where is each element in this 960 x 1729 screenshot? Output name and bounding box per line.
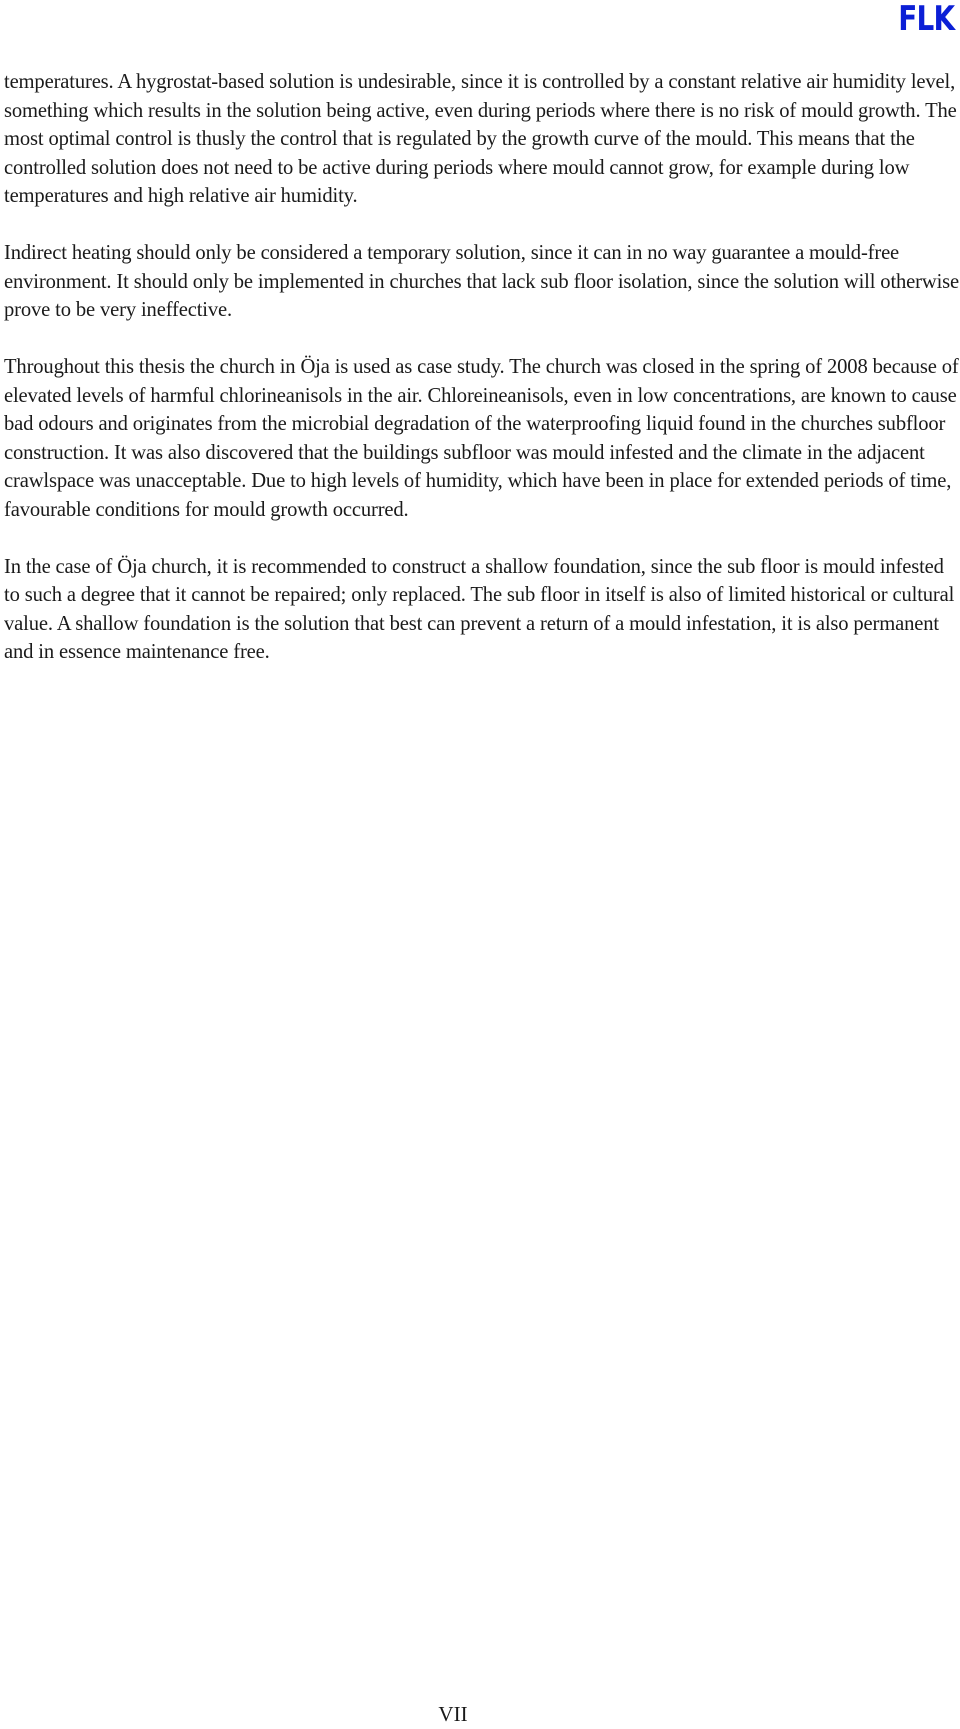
flk-logo: FLK (898, 0, 954, 39)
paragraph-control-strategy: temperatures. A hygrostat-based solution is undesirable, since it is controlled by a constant relative air humidity level, something which results in the solution being active, even during periods where there is no risk of mould growth. The most optimal control is thusly the control that is regulated by the growth curve of the mould. This means that the controlled solution does not need to be active during periods where mould cannot grow, for example during low temperatures and high relative air humidity. (4, 71, 957, 207)
page-number: VII (438, 1702, 468, 1726)
paragraph-recommendation: In the case of Öja church, it is recommended to construct a shallow foundation, since the sub floor is mould infested to such a degree that it cannot be repaired; only replaced. The sub floor in itself is also of limited historical or cultural value. A shallow foundation is the solution that best can prevent a return of a mould infestation, it is also permanent and in essence maintenance free. (4, 555, 955, 663)
paragraph-indirect-heating: Indirect heating should only be considered a temporary solution, since it can in no way guarantee a mould-free environment. It should only be implemented in churches that lack sub floor isolation, since the solution will otherwise prove to be very ineffective. (4, 242, 960, 321)
document-body (4, 68, 959, 695)
paragraph-oja-case-study: Throughout this thesis the church in Öja is used as case study. The church was closed in the spring of 2008 because of elevated levels of harmful chlorineanisols in the air. Chloreineanisols, even in low concentrations, are known to cause bad odours and originates from the microbial degradation of the waterproofing liquid found in the churches subfloor construction. It was also discovered that the buildings subfloor was mould infested and the climate in the adjacent crawlspace was unacceptable. Due to high levels of humidity, which have been in place for extended periods of time, favourable conditions for mould growth occurred. (4, 356, 959, 521)
